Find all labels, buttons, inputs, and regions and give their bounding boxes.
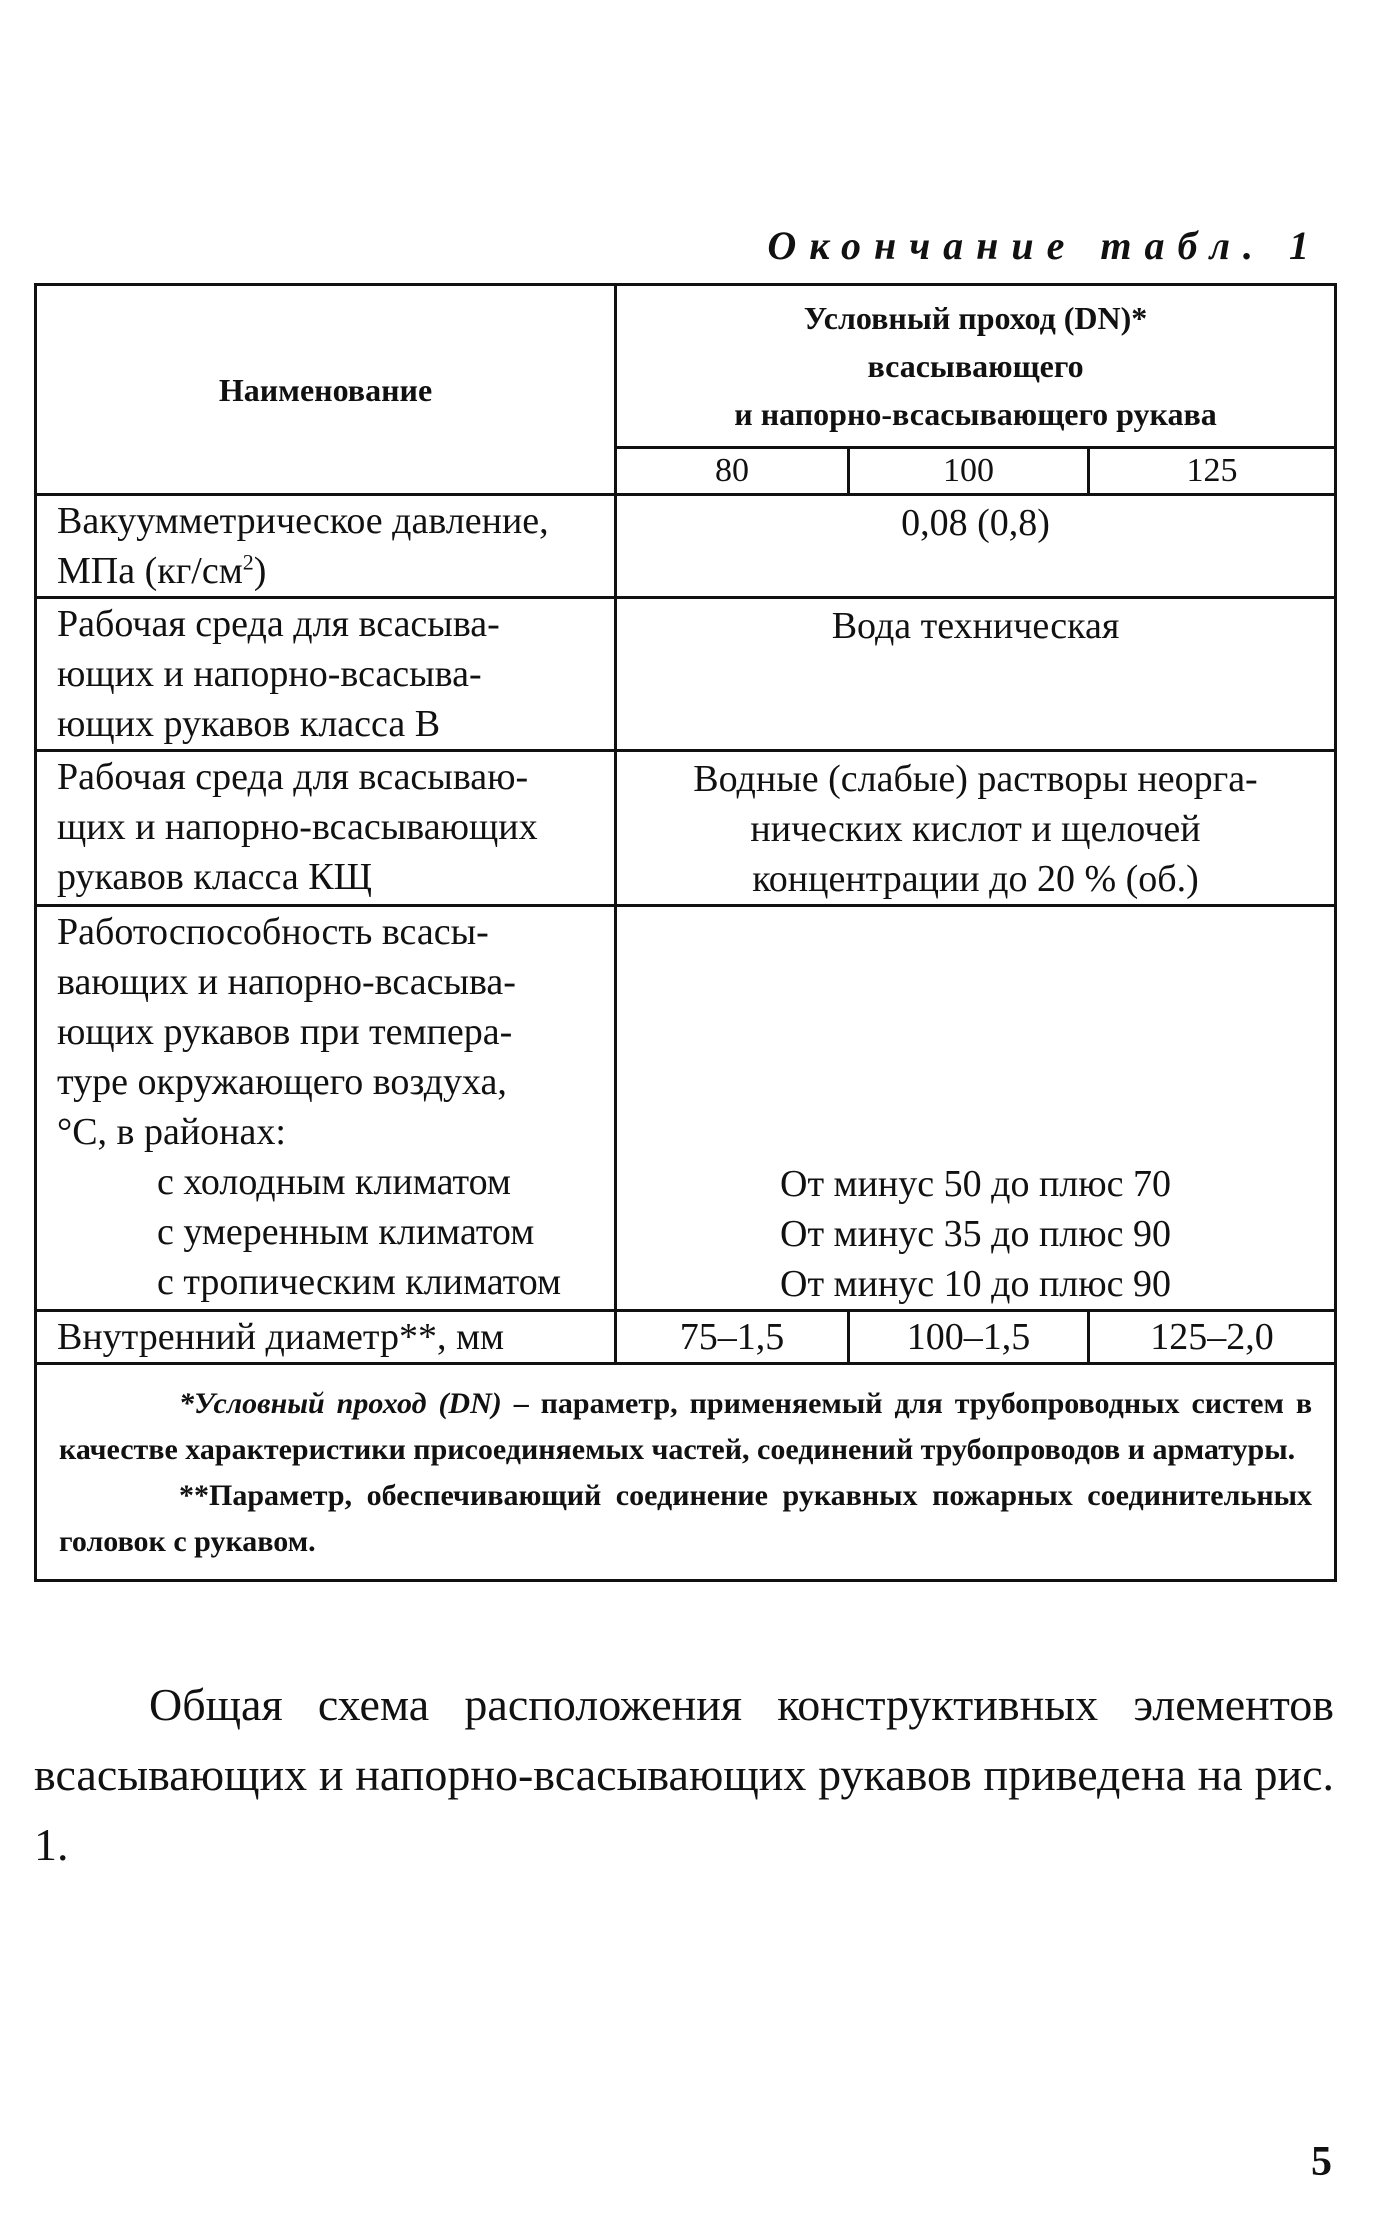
row-name-operability: Работоспособность всасы- вающих и напорно-всасыва- ющих рукавов при темпера- туре окружающего воздуха, °С, в районах: с холодным климатом с умеренным климатом с тропическим климатом xyxy=(36,906,616,1311)
footnote-1: *Условный проход (DN) – параметр, применяемый для трубопроводных систем в качестве характеристики присоединяемых частей, соединений трубопроводов и арматуры. xyxy=(59,1387,1313,1466)
body-paragraph: Общая схема расположения конструктивных элементов всасывающих и напорно-всасывающих рукавов приведена на рис. 1. xyxy=(34,1679,1334,1870)
row-name-diameter: Внутренний диаметр**, мм xyxy=(36,1311,616,1364)
table-row xyxy=(36,906,1336,1311)
row-name-medium-kshch: Рабочая среда для всасываю- щих и напорно-всасывающих рукавов класса КЩ xyxy=(36,751,616,906)
row-value-vacuum: 0,08 (0,8) xyxy=(616,495,1336,598)
column-125: 125 xyxy=(1089,448,1336,495)
row-value-medium-kshch: Водные (слабые) растворы неорга- нических кислот и щелочей концентрации до 20 % (об.) xyxy=(616,751,1336,906)
specification-table xyxy=(34,283,1337,1582)
page-number: 5 xyxy=(1311,2139,1332,2185)
footnote-2: **Параметр, обеспечивающий соединение рукавных пожарных соединительных головок с рукавом. xyxy=(59,1479,1313,1558)
row-name-medium-b: Рабочая среда для всасыва- ющих и напорно-всасыва- ющих рукавов класса В xyxy=(36,598,616,751)
header-name: Наименование xyxy=(36,285,616,495)
row-value-medium-b: Вода техническая xyxy=(616,598,1336,751)
column-100: 100 xyxy=(849,448,1089,495)
diameter-100: 100–1,5 xyxy=(849,1311,1089,1364)
row-value-operability: От минус 50 до плюс 70 От минус 35 до плюс 90 От минус 10 до плюс 90 xyxy=(616,906,1336,1311)
row-name-vacuum: Вакуумметрическое давление, МПа $(кг/см^2)$ xyxy=(36,495,616,598)
table-row xyxy=(36,598,1336,751)
header-dn: Условный проход (DN)* всасывающего и напорно-всасывающего рукава xyxy=(616,285,1336,448)
column-80: 80 xyxy=(616,448,849,495)
table-row xyxy=(36,495,1336,598)
table-row xyxy=(36,1311,1336,1364)
table-footnotes xyxy=(36,1364,1336,1581)
table-caption: Окончание табл. 1 xyxy=(767,223,1322,268)
diameter-125: 125–2,0 xyxy=(1089,1311,1336,1364)
table-row xyxy=(36,751,1336,906)
diameter-80: 75–1,5 xyxy=(616,1311,849,1364)
